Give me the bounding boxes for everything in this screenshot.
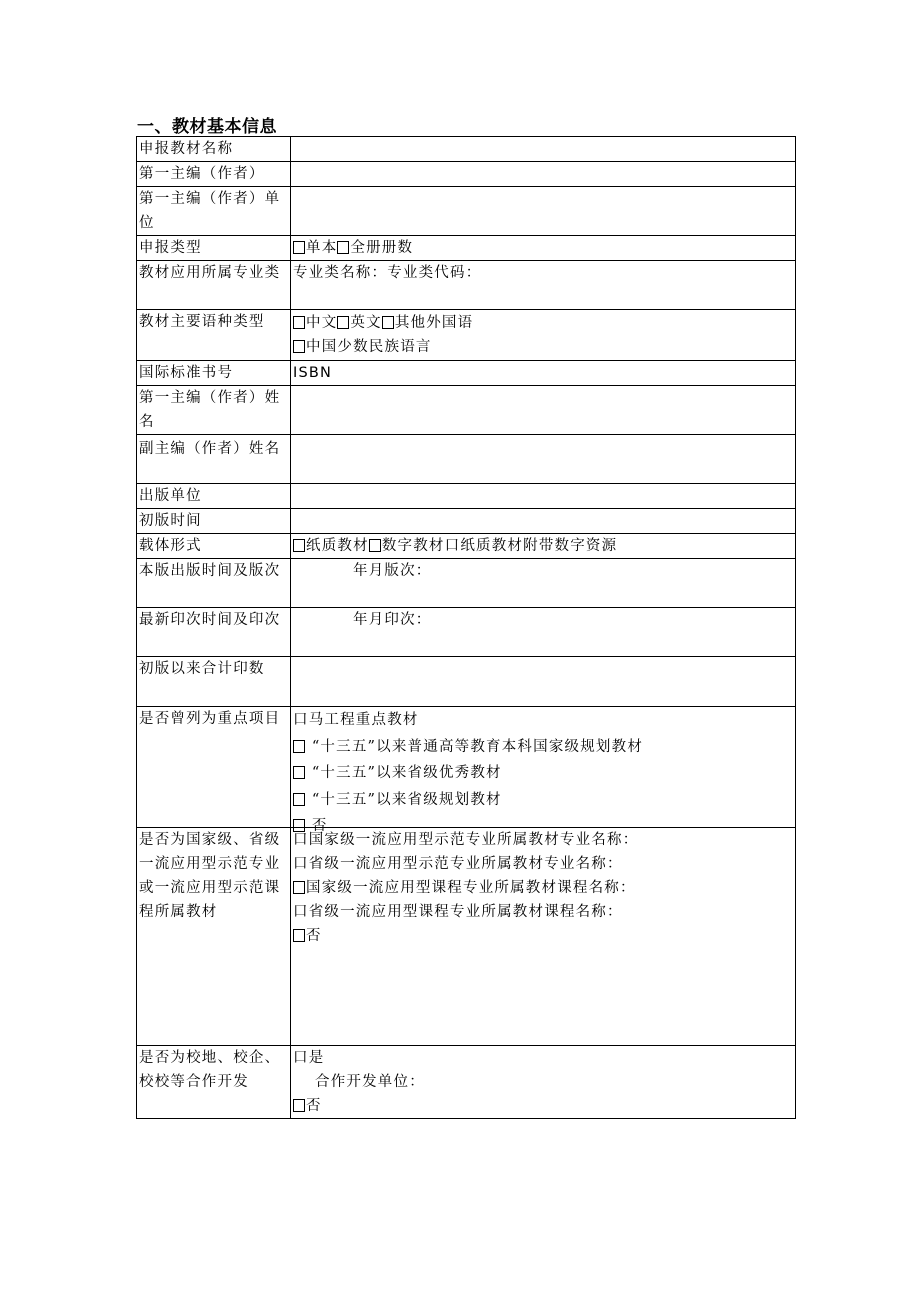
field-first-class [291, 828, 796, 1046]
option-national-plan: “十三五”以来普通高等教育本科国家级规划教材 [311, 738, 644, 755]
field-language [291, 310, 796, 361]
label-language: 教材主要语种类型 [137, 310, 291, 361]
option-cooperation-yes: 是 [308, 1050, 325, 1066]
checkbox-cooperation-yes[interactable]: 口 [293, 1050, 309, 1066]
row-isbn [137, 361, 796, 386]
option-paper-digital: 纸质教材附带数字资源 [460, 538, 618, 554]
label-application-type: 申报类型 [137, 236, 291, 261]
row-carrier [137, 534, 796, 559]
checkbox-cooperation-no[interactable] [293, 1099, 305, 1112]
basic-info-table [136, 136, 796, 1119]
checkbox-chinese[interactable] [293, 316, 305, 329]
checkbox-national-major[interactable]: 口 [293, 832, 309, 848]
option-national-major: 国家级一流应用型示范专业所属教材专业名称： [308, 832, 639, 848]
checkbox-other-foreign[interactable] [382, 316, 394, 329]
label-cooperation: 是否为校地、校企、校校等合作开发 [137, 1046, 291, 1119]
field-editor-name[interactable] [291, 386, 796, 435]
row-print [137, 608, 796, 657]
label-isbn: 国际标准书号 [137, 361, 291, 386]
option-first-class-no: 否 [306, 928, 322, 944]
row-major-category [137, 261, 796, 310]
label-total-prints: 初版以来合计印数 [137, 657, 291, 707]
row-editor-unit [137, 187, 796, 236]
option-provincial-major: 省级一流应用型示范专业所属教材专业名称： [308, 856, 623, 872]
field-major-category[interactable]: 专业类名称：专业类代码： [291, 261, 796, 310]
edition-value: 年月版次： [353, 563, 432, 579]
row-editor [137, 162, 796, 187]
label-key-project: 是否曾列为重点项目 [137, 707, 291, 828]
label-major-category: 教材应用所属专业类 [137, 261, 291, 310]
field-key-project [291, 707, 796, 834]
field-print[interactable] [291, 608, 796, 657]
option-english: 英文 [350, 315, 382, 331]
checkbox-provincial-major[interactable]: 口 [293, 856, 309, 872]
checkbox-provincial-plan[interactable] [293, 793, 305, 806]
field-publisher[interactable] [291, 484, 796, 509]
option-minority-language: 中国少数民族语言 [306, 339, 432, 355]
field-carrier [291, 534, 796, 559]
label-print: 最新印次时间及印次 [137, 608, 291, 657]
checkbox-minority-language[interactable] [293, 340, 305, 353]
option-chinese: 中文 [306, 315, 338, 331]
option-volume-count: 全册册数 [350, 240, 414, 256]
field-cooperation [291, 1046, 796, 1119]
row-editor-name [137, 386, 796, 435]
cooperation-unit-label: 合作开发单位： [315, 1074, 425, 1090]
option-digital: 数字教材 [381, 538, 445, 554]
option-provincial-excellent: “十三五”以来省级优秀教材 [311, 765, 502, 781]
checkbox-provincial-course[interactable]: 口 [293, 904, 309, 920]
checkbox-marx-project[interactable]: 口 [293, 712, 309, 728]
row-first-edition [137, 509, 796, 534]
checkbox-digital[interactable] [369, 539, 381, 552]
section-title: 一、教材基本信息 [137, 117, 277, 137]
label-publisher: 出版单位 [137, 484, 291, 509]
option-cooperation-no: 否 [306, 1098, 322, 1114]
row-language [137, 310, 796, 361]
option-key-no: 否 [311, 818, 328, 834]
field-editor[interactable] [291, 162, 796, 187]
row-publisher [137, 484, 796, 509]
checkbox-national-plan[interactable] [293, 740, 305, 753]
row-cooperation [137, 1046, 796, 1119]
checkbox-paper-digital[interactable]: 口 [444, 538, 461, 554]
option-single: 单本 [306, 240, 338, 256]
label-first-class: 是否为国家级、省级一流应用型示范专业或一流应用型示范课程所属教材 [137, 828, 291, 1046]
checkbox-single[interactable] [293, 241, 305, 254]
field-application-type [291, 236, 796, 261]
option-provincial-course: 省级一流应用型课程专业所属教材课程名称： [308, 904, 623, 920]
row-textbook-name [137, 137, 796, 162]
checkbox-provincial-excellent[interactable] [293, 766, 305, 779]
checkbox-paper[interactable] [293, 539, 305, 552]
print-value: 年月印次： [353, 612, 432, 628]
option-other-foreign: 其他外国语 [394, 315, 474, 331]
label-edition: 本版出版时间及版次 [137, 559, 291, 608]
option-provincial-plan: “十三五”以来省级规划教材 [311, 791, 502, 808]
label-editor-name: 第一主编（作者）姓名 [137, 386, 291, 435]
field-isbn[interactable]: ISBN [291, 361, 796, 386]
label-carrier: 载体形式 [137, 534, 291, 559]
row-total-prints [137, 657, 796, 707]
option-national-course: 国家级一流应用型课程专业所属教材课程名称： [306, 880, 636, 896]
field-total-prints[interactable] [291, 657, 796, 707]
label-first-edition: 初版时间 [137, 509, 291, 534]
label-editor: 第一主编（作者） [137, 162, 291, 187]
field-vice-editor[interactable] [291, 435, 796, 484]
label-textbook-name: 申报教材名称 [137, 137, 291, 162]
label-editor-unit: 第一主编（作者）单位 [137, 187, 291, 236]
option-marx-project: 马工程重点教材 [308, 712, 419, 728]
field-editor-unit[interactable] [291, 187, 796, 236]
row-edition [137, 559, 796, 608]
row-key-project [137, 707, 796, 828]
checkbox-english[interactable] [337, 316, 349, 329]
field-first-edition[interactable] [291, 509, 796, 534]
field-textbook-name[interactable] [291, 137, 796, 162]
label-vice-editor: 副主编（作者）姓名 [137, 435, 291, 484]
row-first-class [137, 828, 796, 1046]
option-paper: 纸质教材 [306, 538, 369, 554]
checkbox-national-course[interactable] [293, 881, 305, 894]
row-application-type [137, 236, 796, 261]
row-vice-editor [137, 435, 796, 484]
field-edition[interactable] [291, 559, 796, 608]
checkbox-first-class-no[interactable] [293, 929, 305, 942]
checkbox-volume-count[interactable] [337, 241, 349, 254]
